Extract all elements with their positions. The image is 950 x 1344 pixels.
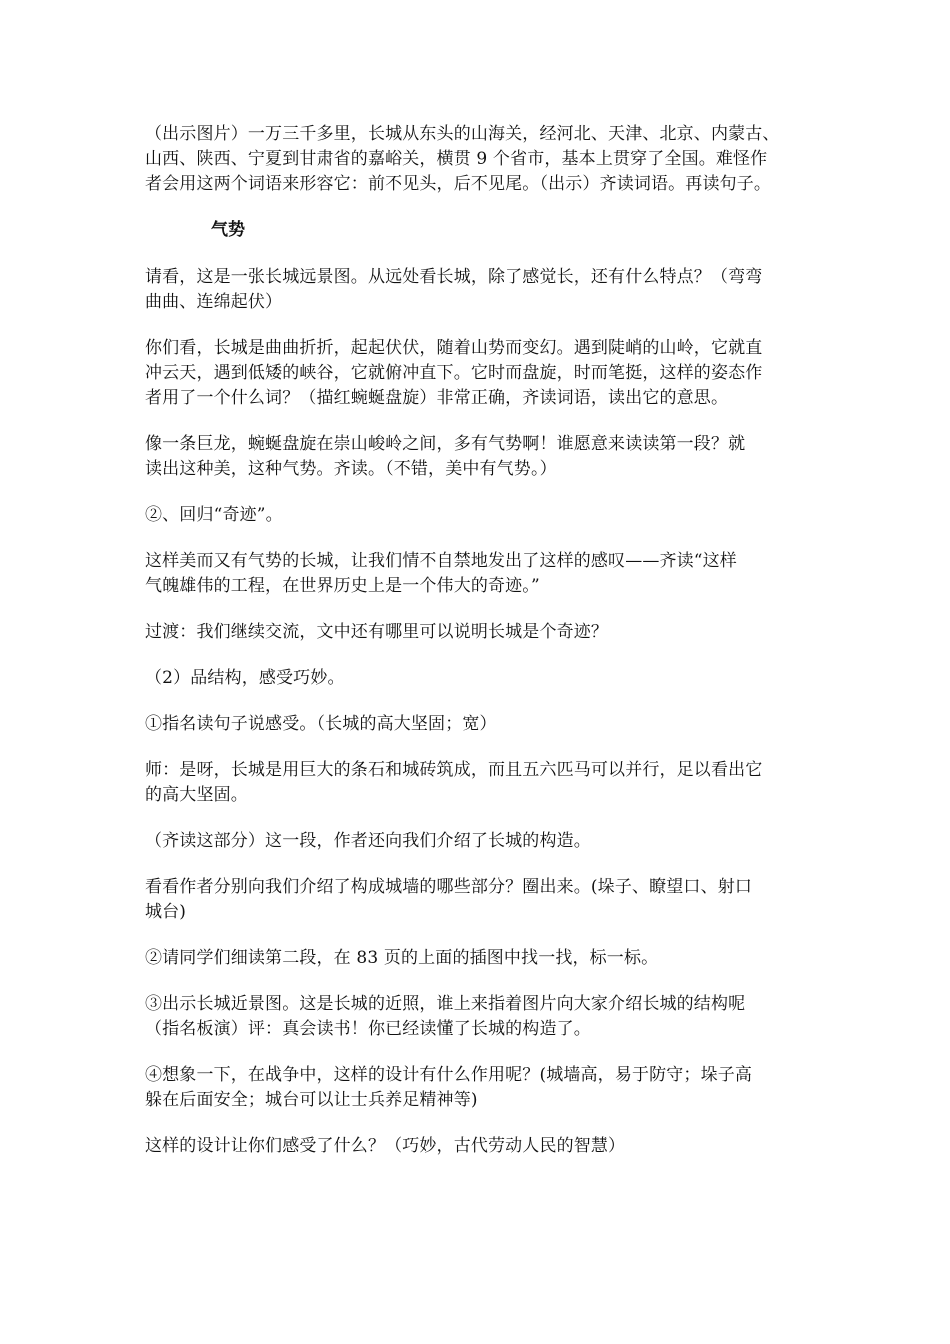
text-line: 冲云天，遇到低矮的峡谷，它就俯冲直下。它时而盘旋，时而笔挺，这样的姿态作 <box>145 363 763 383</box>
text-line: 气魄雄伟的工程，在世界历史上是一个伟大的奇迹。” <box>145 576 540 596</box>
paragraph-step-4 <box>145 1063 813 1113</box>
paragraph-step-2 <box>145 946 813 971</box>
text-line: 者会用这两个词语来形容它：前不见头，后不见尾。（出示）齐读词语。再读句子。 <box>145 174 772 194</box>
paragraph-transition <box>145 620 813 645</box>
text-line: 师：是呀，长城是用巨大的条石和城砖筑成，而且五六匹马可以并行，足以看出它 <box>145 760 763 780</box>
text-line: 躲在后面安全；城台可以让士兵养足精神等) <box>145 1090 478 1110</box>
paragraph-construction-intro <box>145 829 813 854</box>
paragraph-conclusion <box>145 1134 813 1159</box>
text-line: 像一条巨龙，蜿蜒盘旋在崇山峻岭之间，多有气势啊！谁愿意来读读第一段？就 <box>145 434 746 454</box>
text-line: ②请同学们细读第二段，在 83 页的上面的插图中找一找，标一标。 <box>145 948 659 968</box>
paragraph-step-3 <box>145 992 813 1042</box>
text-line: ④想象一下，在战争中，这样的设计有什么作用呢？(城墙高，易于防守；垛子高 <box>145 1065 753 1085</box>
text-line: 山西、陕西、宁夏到甘肃省的嘉峪关，横贯 9 个省市，基本上贯穿了全国。难怪作 <box>145 149 768 169</box>
text-line: 请看，这是一张长城远景图。从远处看长城，除了感觉长，还有什么特点？（弯弯 <box>145 267 763 287</box>
text-line: （2）品结构，感受巧妙。 <box>145 668 345 688</box>
document-body <box>145 122 813 1180</box>
paragraph-distant-view <box>145 265 813 315</box>
paragraph-structure-title <box>145 666 813 691</box>
text-line: （出示图片）一万三千多里，长城从东头的山海关，经河北、天津、北京、内蒙古、 <box>145 124 780 144</box>
text-line: （齐读这部分）这一段，作者还向我们介绍了长城的构造。 <box>145 831 591 851</box>
text-line: 你们看，长城是曲曲折折，起起伏伏，随着山势而变幻。遇到陡峭的山岭，它就直 <box>145 338 763 358</box>
text-line: ①指名读句子说感受。（长城的高大坚固；宽） <box>145 714 497 734</box>
text-line: （指名板演）评：真会读书！你已经读懂了长城的构造了。 <box>145 1019 591 1039</box>
text-line: 城台) <box>145 902 187 922</box>
text-line: ②、回归“奇迹”。 <box>145 505 283 525</box>
text-line: 者用了一个什么词？（描红蜿蜒盘旋）非常正确，齐读词语，读出它的意思。 <box>145 388 729 408</box>
text-line: 这样的设计让你们感受了什么？（巧妙，古代劳动人民的智慧） <box>145 1136 626 1156</box>
text-line: ③出示长城近景图。这是长城的近照，谁上来指着图片向大家介绍长城的结构呢 <box>145 994 746 1014</box>
paragraph-teacher-remark <box>145 758 813 808</box>
text-line: 的高大坚固。 <box>145 785 248 805</box>
paragraph-return-miracle <box>145 503 813 528</box>
paragraph-exclamation <box>145 549 813 599</box>
paragraph-great-wall-length <box>145 122 813 197</box>
text-line: 曲曲、连绵起伏） <box>145 292 283 312</box>
section-heading-momentum: 气势 <box>211 220 245 240</box>
paragraph-step-1 <box>145 712 813 737</box>
text-line: 过渡：我们继续交流，文中还有哪里可以说明长城是个奇迹？ <box>145 622 609 642</box>
text-line: 这样美而又有气势的长城，让我们情不自禁地发出了这样的感叹——齐读“这样 <box>145 551 737 571</box>
paragraph-wall-parts <box>145 875 813 925</box>
paragraph-winding-shape <box>145 336 813 411</box>
paragraph-giant-dragon <box>145 432 813 482</box>
text-line: 读出这种美，这种气势。齐读。（不错，美中有气势。） <box>145 459 557 479</box>
text-line: 看看作者分别向我们介绍了构成城墙的哪些部分？圈出来。(垛子、瞭望口、射口 <box>145 877 753 897</box>
